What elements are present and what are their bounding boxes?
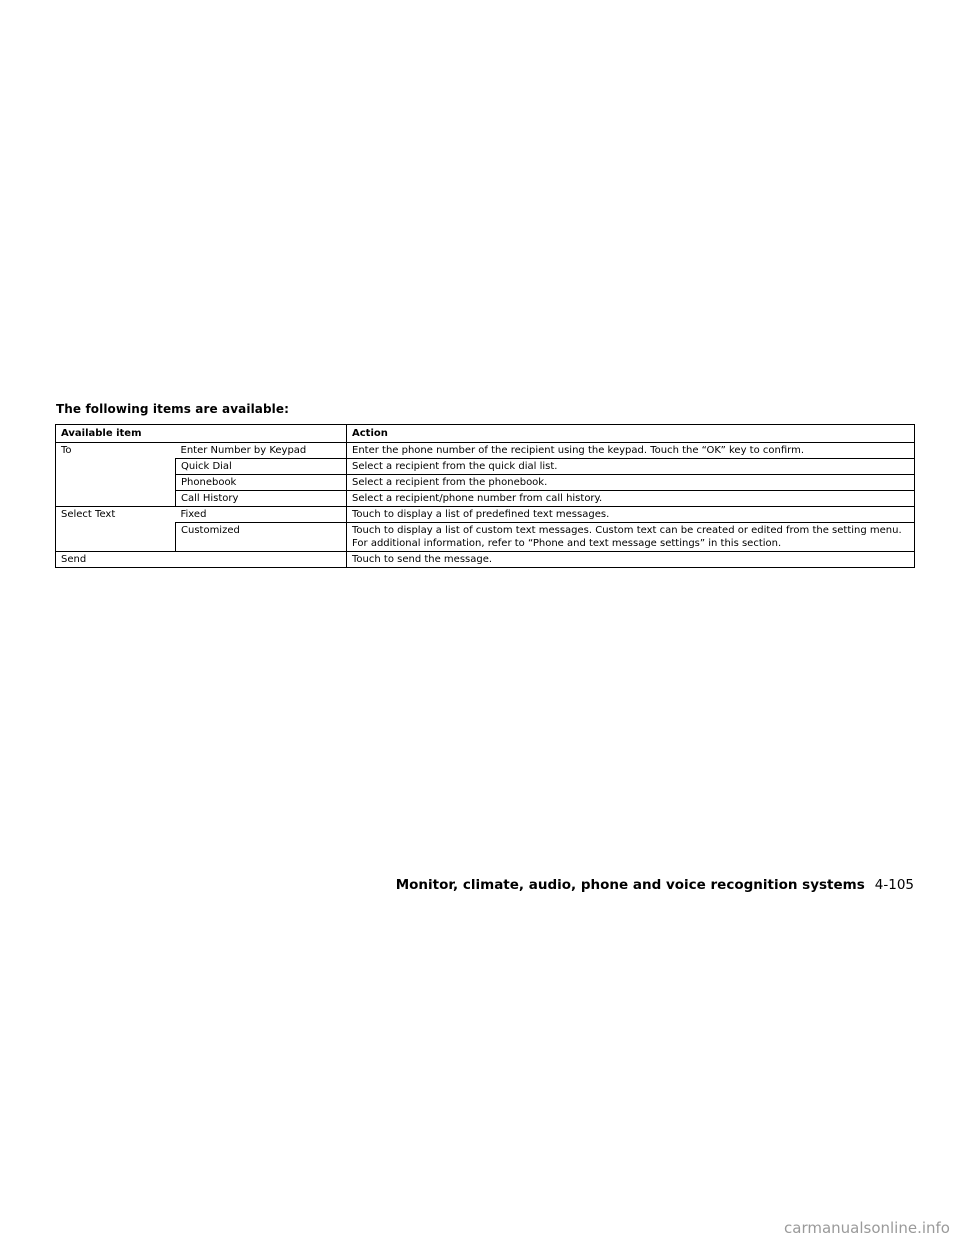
item-cell-send: Send <box>56 552 347 568</box>
sub-item-cell: Phonebook <box>176 475 347 491</box>
table-row <box>56 443 915 459</box>
table-row <box>56 491 915 507</box>
table-header-row <box>56 425 915 443</box>
header-action: Action <box>347 425 915 443</box>
table-row <box>56 507 915 523</box>
sub-item-cell: Fixed <box>176 507 347 523</box>
sub-item-cell: Customized <box>176 523 347 552</box>
footer-section-title: Monitor, climate, audio, phone and voice recognition systems <box>395 877 865 893</box>
watermark-text: carmanualsonline.info <box>784 1219 950 1237</box>
sub-item-cell: Call History <box>176 491 347 507</box>
item-cell-to: To <box>56 443 176 507</box>
section-heading: The following items are available: <box>56 402 290 416</box>
action-cell: Enter the phone number of the recipient using the keypad. Touch the “OK” key to confirm. <box>347 443 915 459</box>
action-cell: Touch to display a list of predefined text messages. <box>347 507 915 523</box>
action-cell: Touch to display a list of custom text messages. Custom text can be created or edited from the setting menu. For additional information, refer to “Phone and text message settings” in this section. <box>347 523 915 552</box>
action-cell: Select a recipient/phone number from call history. <box>347 491 915 507</box>
table-row <box>56 459 915 475</box>
action-cell: Select a recipient from the phonebook. <box>347 475 915 491</box>
page-footer <box>396 877 914 893</box>
available-items-table <box>55 424 915 568</box>
footer-page-number: 4-105 <box>874 877 914 893</box>
item-cell-select-text: Select Text <box>56 507 176 552</box>
table-row <box>56 475 915 491</box>
sub-item-cell: Quick Dial <box>176 459 347 475</box>
action-cell: Select a recipient from the quick dial list. <box>347 459 915 475</box>
header-available-item: Available item <box>56 425 347 443</box>
sub-item-cell: Enter Number by Keypad <box>176 443 347 459</box>
table-row <box>56 523 915 552</box>
table-row <box>56 552 915 568</box>
action-cell: Touch to send the message. <box>347 552 915 568</box>
